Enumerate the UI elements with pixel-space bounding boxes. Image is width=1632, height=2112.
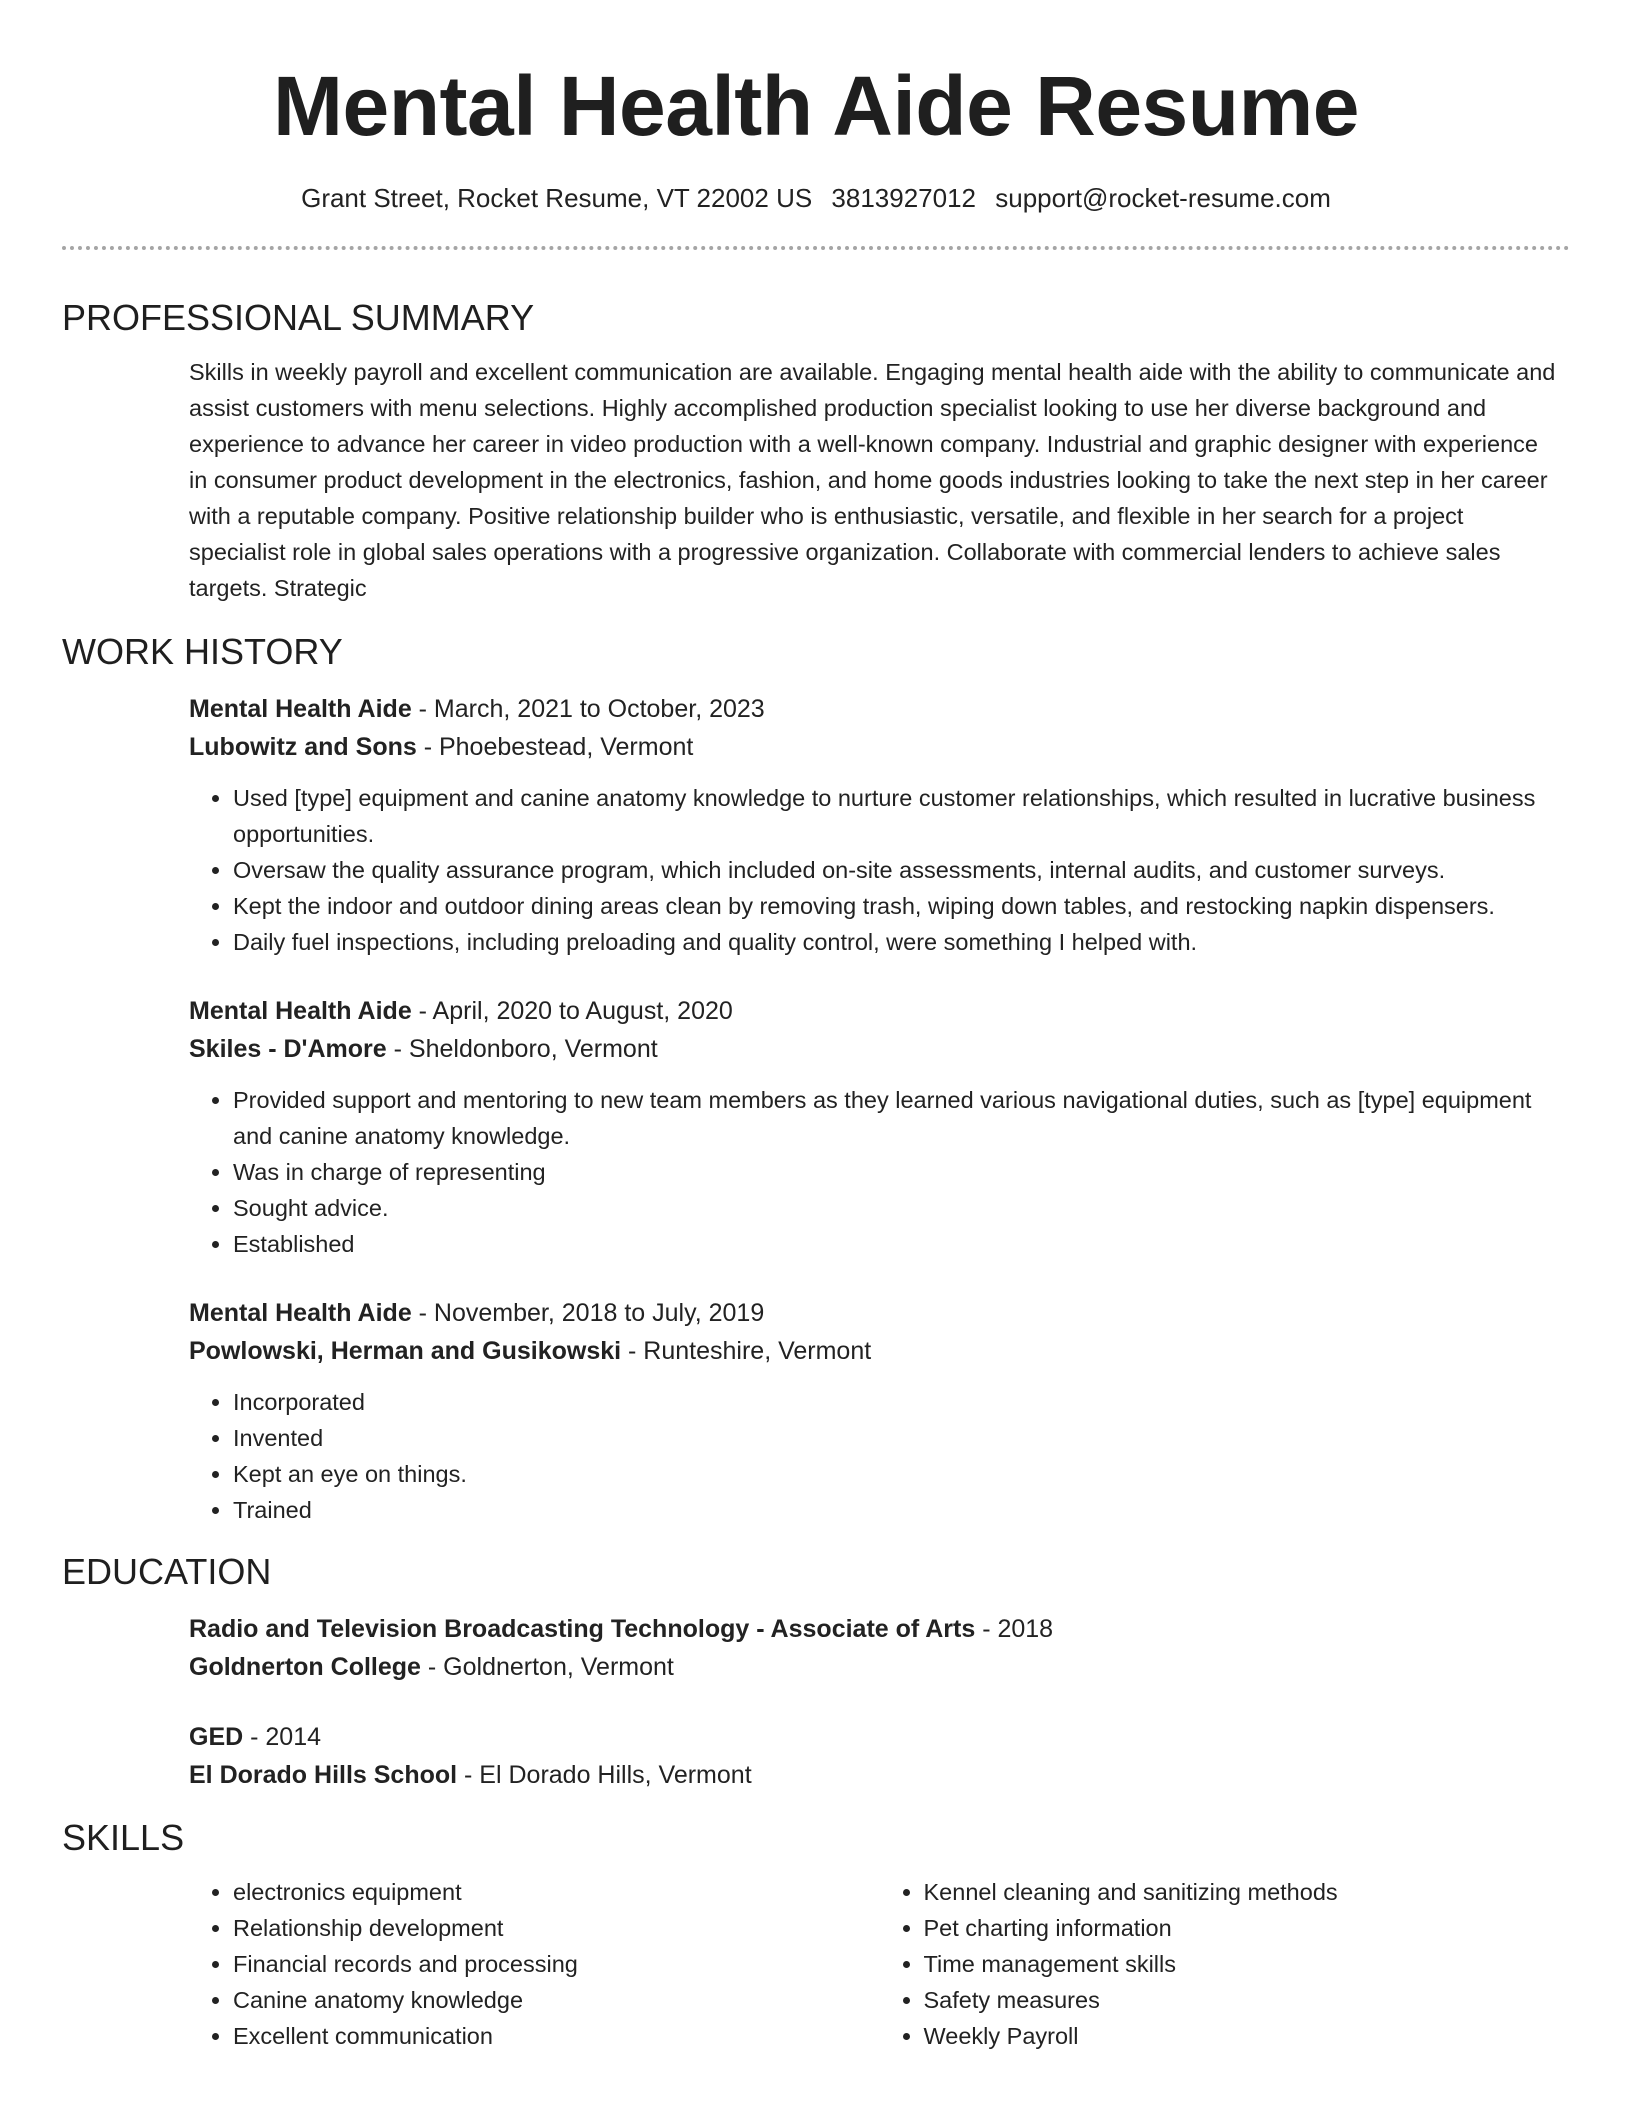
job-company-line bbox=[189, 1030, 1570, 1068]
job-entry bbox=[189, 1294, 1570, 1528]
job-bullet: • Provided support and mentoring to new team members as they learned various navigational duties, such as [type] equipment and canine anatomy knowledge. bbox=[233, 1082, 1570, 1154]
education-degree: GED bbox=[189, 1723, 244, 1751]
job-bullets bbox=[189, 1384, 1570, 1528]
job-company-line bbox=[189, 728, 1570, 766]
education-entry bbox=[189, 1610, 1570, 1686]
skill-item: • Kennel cleaning and sanitizing methods bbox=[924, 1874, 1571, 1910]
education-degree-line bbox=[189, 1610, 1570, 1648]
resume-title: Mental Health Aide Resume bbox=[273, 59, 1359, 153]
skill-item: • Financial records and processing bbox=[233, 1946, 880, 1982]
skill-item: • Relationship development bbox=[233, 1910, 880, 1946]
contact-address: Grant Street, Rocket Resume, VT 22002 US bbox=[301, 183, 813, 213]
job-bullet: • Invented bbox=[233, 1420, 1570, 1456]
skill-item: • Safety measures bbox=[924, 1982, 1571, 2018]
job-dates: - March, 2021 to October, 2023 bbox=[411, 695, 765, 723]
contact-phone: 3813927012 bbox=[831, 183, 977, 213]
job-bullet: • Used [type] equipment and canine anatomy knowledge to nurture customer relationships, which resulted in lucrative business opportunities. bbox=[233, 780, 1570, 852]
job-location: - Runteshire, Vermont bbox=[621, 1337, 872, 1365]
skills-section bbox=[62, 1874, 1570, 2054]
education-year: - 2018 bbox=[975, 1615, 1054, 1643]
education-location: - Goldnerton, Vermont bbox=[420, 1653, 674, 1681]
education-entry bbox=[189, 1718, 1570, 1794]
job-company: Lubowitz and Sons bbox=[189, 733, 417, 761]
skill-item: • Excellent communication bbox=[233, 2018, 880, 2054]
education-degree-line bbox=[189, 1718, 1570, 1756]
education-section bbox=[62, 1610, 1570, 1794]
job-entry bbox=[189, 992, 1570, 1262]
job-company: Powlowski, Herman and Gusikowski bbox=[189, 1337, 622, 1365]
skill-item: • Pet charting information bbox=[924, 1910, 1571, 1946]
job-bullet: • Daily fuel inspections, including preloading and quality control, were something I helped with. bbox=[233, 924, 1570, 960]
education-school-line bbox=[189, 1756, 1570, 1794]
job-bullets bbox=[189, 780, 1570, 960]
summary-text: Skills in weekly payroll and excellent communication are available. Engaging mental health aide with the ability to communicate and assist customers with menu selections. Highly accomplished production specialist looking to use her diverse background and experience to advance her career in video production with a well-known company. Industrial and graphic designer with experience in consumer product development in the electronics, fashion, and home goods industries looking to take the next step in her career with a reputable company. Positive relationship builder who is enthusiastic, versatile, and flexible in her search for a project specialist role in global sales operations with a progressive organization. Collaborate with commercial lenders to achieve sales targets. Strategic bbox=[189, 359, 1556, 601]
skill-item: • electronics equipment bbox=[233, 1874, 880, 1910]
skills-columns bbox=[189, 1874, 1570, 2054]
contact-email: support@rocket-resume.com bbox=[995, 183, 1331, 213]
job-bullet: • Kept the indoor and outdoor dining areas clean by removing trash, wiping down tables, and restocking napkin dispensers. bbox=[233, 888, 1570, 924]
education-location: - El Dorado Hills, Vermont bbox=[457, 1761, 752, 1789]
job-location: - Phoebestead, Vermont bbox=[416, 733, 694, 761]
job-title-line bbox=[189, 690, 1570, 728]
work-history-heading: WORK HISTORY bbox=[62, 631, 343, 672]
education-school: Goldnerton College bbox=[189, 1653, 421, 1681]
education-degree: Radio and Television Broadcasting Technology - Associate of Arts bbox=[189, 1615, 976, 1643]
job-title: Mental Health Aide bbox=[189, 695, 412, 723]
job-company: Skiles - D'Amore bbox=[189, 1035, 387, 1063]
summary-heading: PROFESSIONAL SUMMARY bbox=[62, 297, 535, 338]
skills-list-left bbox=[189, 1874, 880, 2054]
job-entry bbox=[189, 690, 1570, 960]
job-bullet: • Oversaw the quality assurance program, which included on-site assessments, internal audits, and customer surveys. bbox=[233, 852, 1570, 888]
job-title: Mental Health Aide bbox=[189, 997, 412, 1025]
skills-list-right bbox=[880, 1874, 1571, 2054]
skills-heading: SKILLS bbox=[62, 1817, 185, 1858]
education-school-line bbox=[189, 1648, 1570, 1686]
job-title-line bbox=[189, 1294, 1570, 1332]
job-bullet: • Trained bbox=[233, 1492, 1570, 1528]
job-bullet: • Established bbox=[233, 1226, 1570, 1262]
job-bullet: • Kept an eye on things. bbox=[233, 1456, 1570, 1492]
job-dates: - November, 2018 to July, 2019 bbox=[411, 1299, 765, 1327]
job-title: Mental Health Aide bbox=[189, 1299, 412, 1327]
work-history-section bbox=[62, 690, 1570, 1528]
job-dates: - April, 2020 to August, 2020 bbox=[411, 997, 733, 1025]
education-school: El Dorado Hills School bbox=[189, 1761, 458, 1789]
job-bullet: • Incorporated bbox=[233, 1384, 1570, 1420]
education-heading: EDUCATION bbox=[62, 1551, 272, 1592]
skill-item: • Weekly Payroll bbox=[924, 2018, 1571, 2054]
job-location: - Sheldonboro, Vermont bbox=[386, 1035, 658, 1063]
job-bullet: • Was in charge of representing bbox=[233, 1154, 1570, 1190]
job-company-line bbox=[189, 1332, 1570, 1370]
education-year: - 2014 bbox=[243, 1723, 322, 1751]
skill-item: • Canine anatomy knowledge bbox=[233, 1982, 880, 2018]
contact-line bbox=[62, 182, 1570, 214]
skill-item: • Time management skills bbox=[924, 1946, 1571, 1982]
job-title-line bbox=[189, 992, 1570, 1030]
header-divider bbox=[62, 246, 1570, 250]
job-bullets bbox=[189, 1082, 1570, 1262]
job-bullet: • Sought advice. bbox=[233, 1190, 1570, 1226]
summary-section bbox=[62, 354, 1570, 606]
